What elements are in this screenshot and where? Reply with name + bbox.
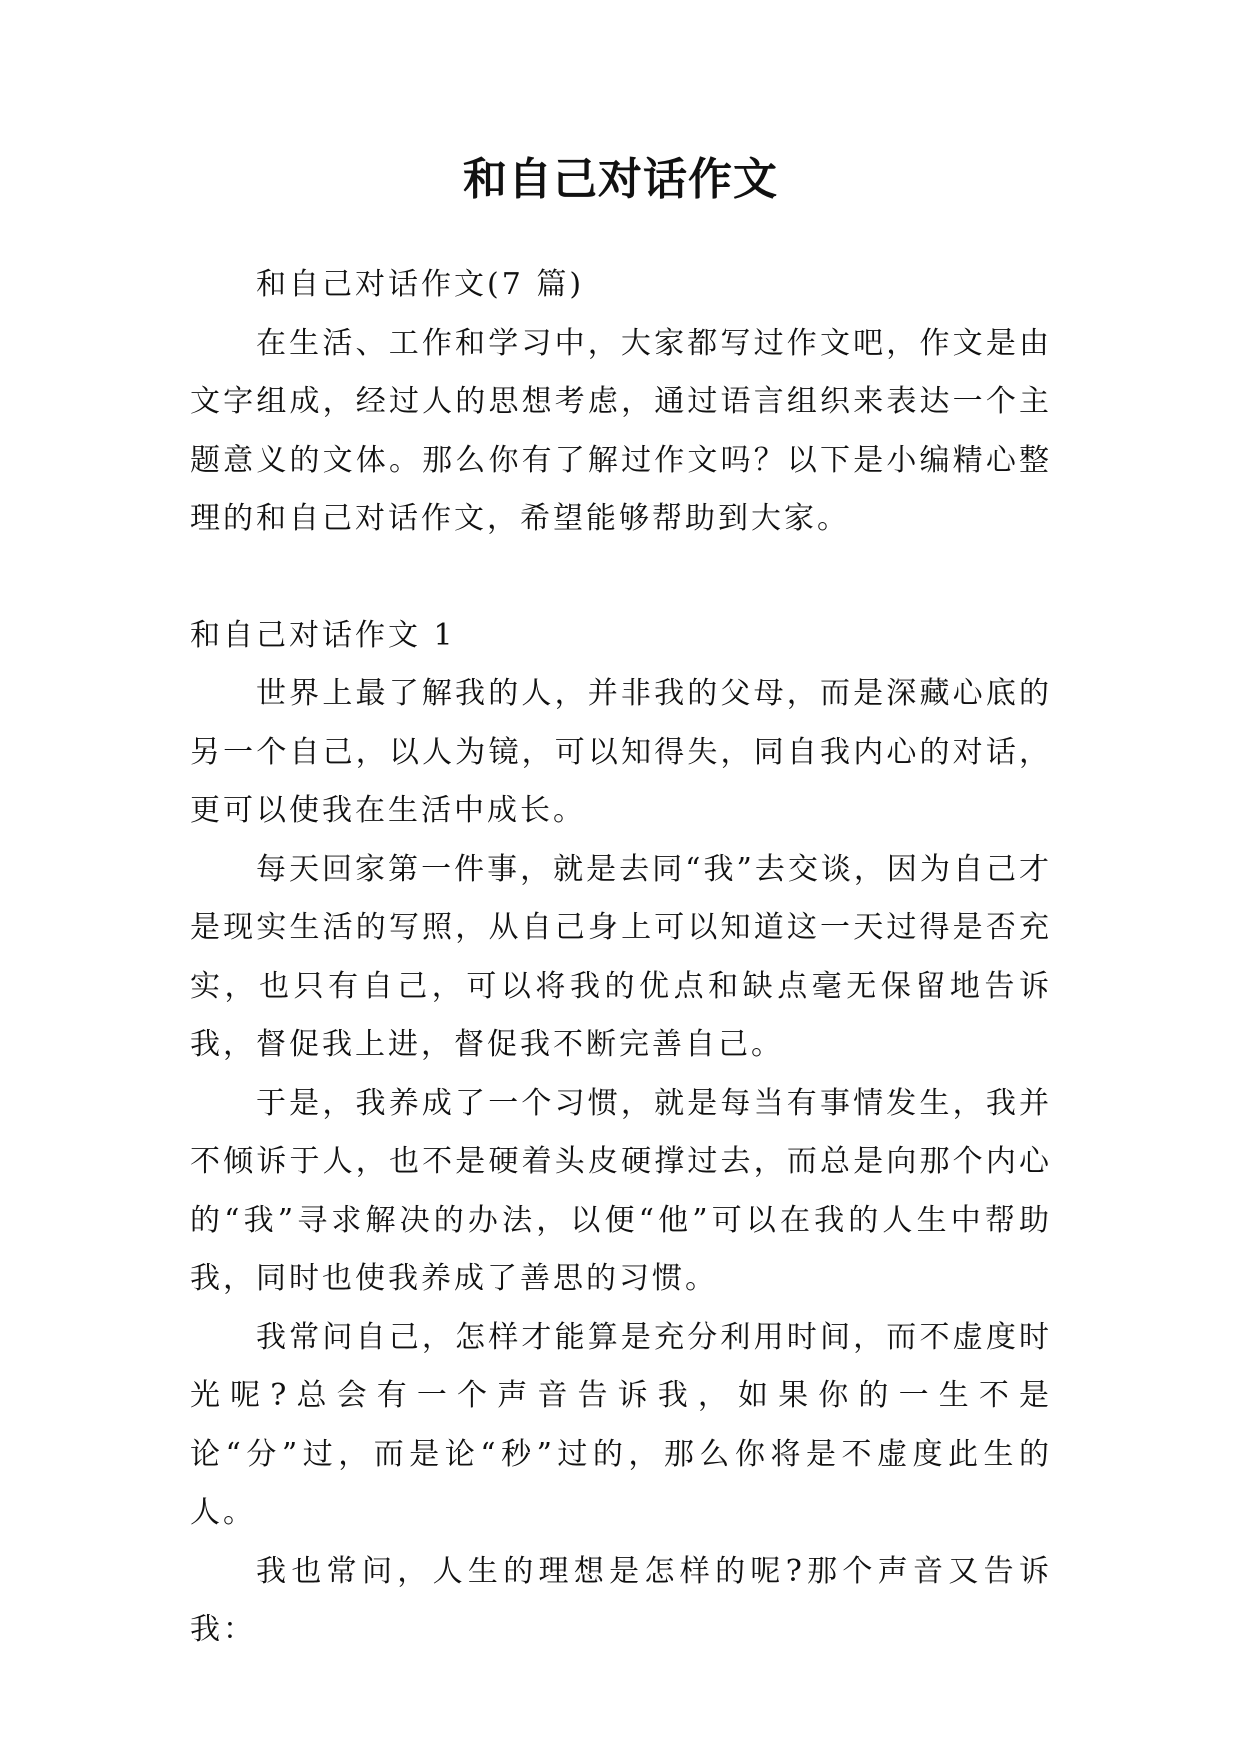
paragraph-2: 每天回家第一件事，就是去同“我”去交谈，因为自己才是现实生活的写照，从自己身上可以知道这一天过得是否充实，也只有自己，可以将我的优点和缺点毫无保留地告诉我，督促我上进，督促我不断完善自己。	[190, 851, 1052, 1062]
paragraph-1: 世界上最了解我的人，并非我的父母，而是深藏心底的另一个自己，以人为镜，可以知得失，同自我内心的对话，更可以使我在生活中成长。	[190, 676, 1052, 828]
document-title: 和自己对话作文	[463, 154, 778, 205]
paragraph-4: 我常问自己，怎样才能算是充分利用时间，而不虚度时光呢?总会有一个声音告诉我，如果你的一生不是论“分”过，而是论“秒”过的，那么你将是不虚度此生的人。	[190, 1319, 1052, 1530]
paragraph-5: 我也常问，人生的理想是怎样的呢?那个声音又告诉我：	[190, 1553, 1052, 1647]
section-heading: 和自己对话作文 1	[190, 617, 456, 653]
document-subtitle: 和自己对话作文(7 篇)	[256, 267, 585, 302]
section-spacer	[190, 549, 1052, 607]
document-body	[190, 256, 1052, 1660]
intro-paragraph: 在生活、工作和学习中，大家都写过作文吧，作文是由文字组成，经过人的思想考虑，通过语言组织来表达一个主题意义的文体。那么你有了解过作文吗？以下是小编精心整理的和自己对话作文，希望能够帮助到大家。	[190, 325, 1052, 536]
paragraph-3: 于是，我养成了一个习惯，就是每当有事情发生，我并不倾诉于人，也不是硬着头皮硬撑过去，而总是向那个内心的“我”寻求解决的办法，以便“他”可以在我的人生中帮助我，同时也使我养成了善思的习惯。	[190, 1085, 1052, 1296]
